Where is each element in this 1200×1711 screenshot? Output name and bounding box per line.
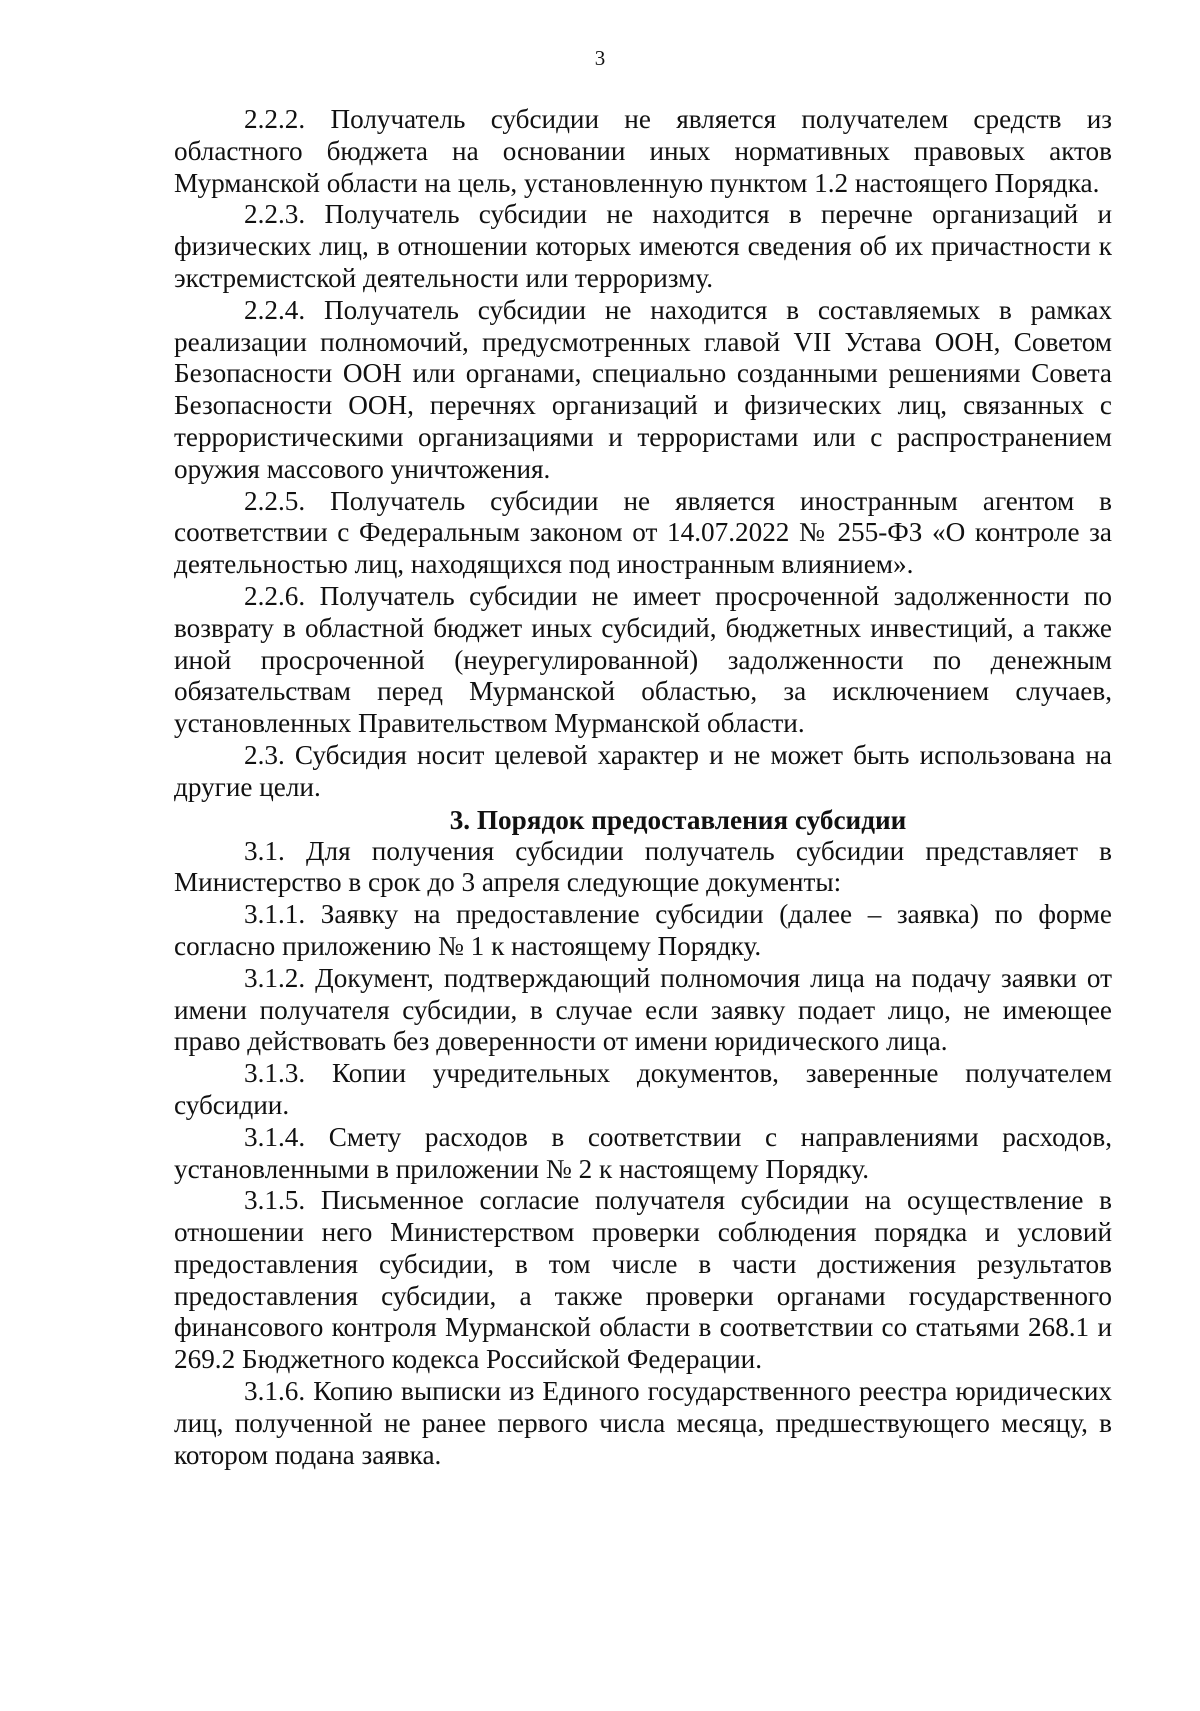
paragraph-2-2-4: 2.2.4. Получатель субсидии не находится в составляемых в рамках реализации полномочий, предусмотренных главой VII Устава ООН, Советом Безопасности ООН или органами, специально созданными решениями Совета Безопасности ООН, перечнях организаций и физических лиц, связанных с террористическими организациями и террористами или с распространением оружия массового уничтожения. [174,294,1112,484]
paragraph-3-1-4: 3.1.4. Смету расходов в соответствии с направлениями расходов, установленными в приложении № 2 к настоящему Порядку. [174,1121,1112,1184]
document-body [174,104,1112,1471]
paragraph-3-1-6: 3.1.6. Копию выписки из Единого государственного реестра юридических лиц, полученной не ранее первого числа месяца, предшествующего месяцу, в котором подана заявка. [174,1376,1112,1470]
paragraph-3-1-5: 3.1.5. Письменное согласие получателя субсидии на осуществление в отношении него Министерством проверки соблюдения порядка и условий предоставления субсидии, в том числе в части достижения результатов предоставления субсидии, а также проверки органами государственного финансового контроля Мурманской области в соответствии со статьями 268.1 и 269.2 Бюджетного кодекса Российской Федерации. [174,1185,1112,1375]
paragraph-2-2-3: 2.2.3. Получатель субсидии не находится в перечне организаций и физических лиц, в отношении которых имеются сведения об их причастности к экстремистской деятельности или терроризму. [174,199,1112,293]
paragraph-3-1-2: 3.1.2. Документ, подтверждающий полномочия лица на подачу заявки от имени получателя субсидии, в случае если заявку подает лицо, не имеющее право действовать без доверенности от имени юридического лица. [174,962,1112,1057]
section-heading: 3. Порядок предоставления субсидии [449,804,907,835]
paragraph-2-2-5: 2.2.5. Получатель субсидии не является иностранным агентом в соответствии с Федеральным законом от 14.07.2022 № 255-ФЗ «О контроле за деятельностью лиц, находящихся под иностранным влиянием». [174,485,1112,580]
paragraph-3-1-3: 3.1.3. Копии учредительных документов, заверенные получателем субсидии. [174,1058,1112,1120]
paragraph-3-1: 3.1. Для получения субсидии получатель субсидии представляет в Министерство в срок до 3 апреля следующие документы: [174,835,1112,898]
paragraph-3-1-1: 3.1.1. Заявку на предоставление субсидии (далее – заявка) по форме согласно приложению № 1 к настоящему Порядку. [174,899,1112,961]
paragraph-2-3: 2.3. Субсидия носит целевой характер и не может быть использована на другие цели. [174,739,1112,802]
paragraph-2-2-6: 2.2.6. Получатель субсидии не имеет просроченной задолженности по возврату в областной бюджет иных субсидий, бюджетных инвестиций, а также иной просроченной (неурегулированной) задолженности по денежным обязательствам перед Мурманской областью, за исключением случаев, установленных Правительством Мурманской области. [174,580,1112,739]
page-number: 3 [594,46,606,70]
paragraph-2-2-2: 2.2.2. Получатель субсидии не является получателем средств из областного бюджета на основании иных нормативных правовых актов Мурманской области на цель, установленную пунктом 1.2 настоящего Порядка. [174,104,1112,198]
